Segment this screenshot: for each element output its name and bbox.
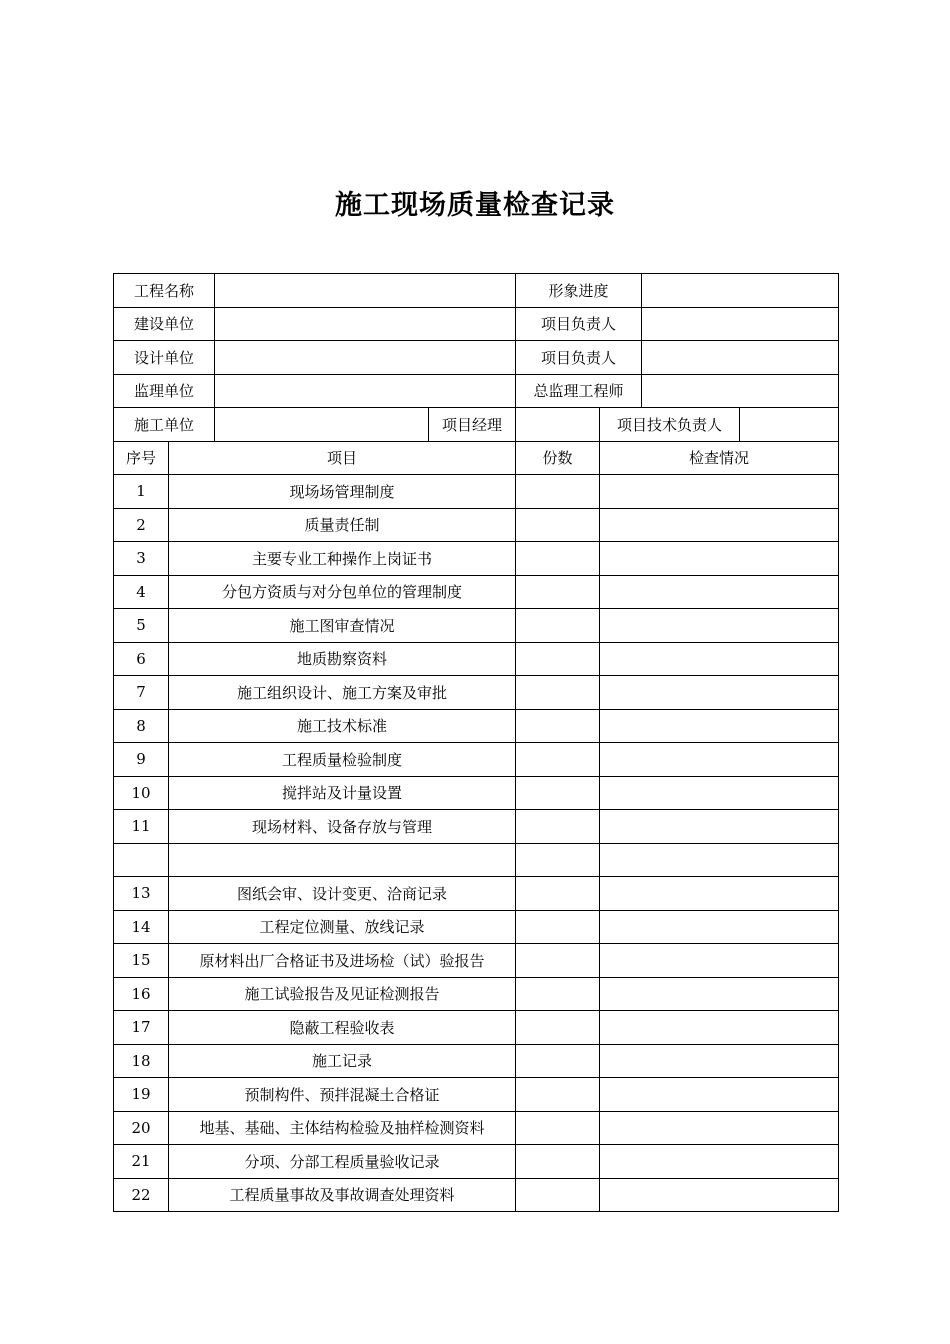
row-no: 3 <box>114 542 169 576</box>
row-status-field[interactable] <box>600 877 839 911</box>
table-row <box>114 609 839 643</box>
header-copies: 份数 <box>516 441 600 475</box>
row-copies-field[interactable] <box>516 642 600 676</box>
table-row <box>114 542 839 576</box>
row-status-field[interactable] <box>600 743 839 777</box>
info-row-owner <box>114 307 839 341</box>
design-lead-label: 项目负责人 <box>516 341 642 375</box>
row-copies-field[interactable] <box>516 810 600 844</box>
row-copies-field[interactable] <box>516 743 600 777</box>
row-no: 6 <box>114 642 169 676</box>
construction-label: 施工单位 <box>114 408 215 442</box>
row-copies-field[interactable] <box>516 1178 600 1212</box>
row-item: 工程质量检验制度 <box>169 743 516 777</box>
row-item: 原材料出厂合格证书及进场检（试）验报告 <box>169 944 516 978</box>
info-row-construction <box>114 408 839 442</box>
row-no: 17 <box>114 1011 169 1045</box>
row-no: 5 <box>114 609 169 643</box>
row-copies-field[interactable] <box>516 877 600 911</box>
row-status-field[interactable] <box>600 776 839 810</box>
row-copies-field[interactable] <box>516 910 600 944</box>
row-item: 施工图审查情况 <box>169 609 516 643</box>
row-no <box>114 843 169 877</box>
row-copies-field[interactable] <box>516 1145 600 1179</box>
row-item: 分包方资质与对分包单位的管理制度 <box>169 575 516 609</box>
row-no: 2 <box>114 508 169 542</box>
row-item: 工程质量事故及事故调查处理资料 <box>169 1178 516 1212</box>
chief-supervisor-field[interactable] <box>642 374 839 408</box>
row-status-field[interactable] <box>600 575 839 609</box>
row-status-field[interactable] <box>600 642 839 676</box>
chief-supervisor-label: 总监理工程师 <box>516 374 642 408</box>
row-no: 9 <box>114 743 169 777</box>
row-copies-field[interactable] <box>516 575 600 609</box>
tech-lead-field[interactable] <box>740 408 839 442</box>
header-item: 项目 <box>169 441 516 475</box>
row-copies-field[interactable] <box>516 944 600 978</box>
table-row <box>114 1145 839 1179</box>
page-title: 施工现场质量检查记录 <box>335 190 615 221</box>
table-row <box>114 1011 839 1045</box>
progress-field[interactable] <box>642 274 839 308</box>
row-copies-field[interactable] <box>516 843 600 877</box>
row-item: 施工记录 <box>169 1044 516 1078</box>
row-item: 预制构件、预拌混凝土合格证 <box>169 1078 516 1112</box>
row-item: 地基、基础、主体结构检验及抽样检测资料 <box>169 1111 516 1145</box>
row-copies-field[interactable] <box>516 676 600 710</box>
row-copies-field[interactable] <box>516 1044 600 1078</box>
row-item: 施工技术标准 <box>169 709 516 743</box>
table-row <box>114 1044 839 1078</box>
quality-check-form <box>113 273 839 1212</box>
row-status-field[interactable] <box>600 1011 839 1045</box>
row-status-field[interactable] <box>600 676 839 710</box>
owner-field[interactable] <box>215 307 516 341</box>
row-copies-field[interactable] <box>516 1111 600 1145</box>
table-row <box>114 709 839 743</box>
project-name-label: 工程名称 <box>114 274 215 308</box>
row-no: 8 <box>114 709 169 743</box>
row-item: 主要专业工种操作上岗证书 <box>169 542 516 576</box>
row-no: 19 <box>114 1078 169 1112</box>
row-item: 工程定位测量、放线记录 <box>169 910 516 944</box>
row-no: 16 <box>114 977 169 1011</box>
info-section <box>114 274 839 475</box>
row-copies-field[interactable] <box>516 475 600 509</box>
row-item: 图纸会审、设计变更、洽商记录 <box>169 877 516 911</box>
row-status-field[interactable] <box>600 1145 839 1179</box>
row-no: 21 <box>114 1145 169 1179</box>
row-item: 隐蔽工程验收表 <box>169 1011 516 1045</box>
row-copies-field[interactable] <box>516 977 600 1011</box>
table-row <box>114 877 839 911</box>
row-no: 4 <box>114 575 169 609</box>
design-label: 设计单位 <box>114 341 215 375</box>
row-no: 7 <box>114 676 169 710</box>
row-item: 地质勘察资料 <box>169 642 516 676</box>
row-copies-field[interactable] <box>516 542 600 576</box>
row-no: 15 <box>114 944 169 978</box>
owner-lead-field[interactable] <box>642 307 839 341</box>
row-status-field[interactable] <box>600 1178 839 1212</box>
project-manager-label: 项目经理 <box>429 408 516 442</box>
owner-label: 建设单位 <box>114 307 215 341</box>
row-copies-field[interactable] <box>516 1011 600 1045</box>
row-status-field[interactable] <box>600 1044 839 1078</box>
project-name-field[interactable] <box>215 274 516 308</box>
row-no: 14 <box>114 910 169 944</box>
table-row <box>114 1178 839 1212</box>
table-row <box>114 977 839 1011</box>
header-status: 检查情况 <box>600 441 839 475</box>
row-status-field[interactable] <box>600 977 839 1011</box>
row-item: 现场材料、设备存放与管理 <box>169 810 516 844</box>
table-row <box>114 676 839 710</box>
row-status-field[interactable] <box>600 709 839 743</box>
row-no: 10 <box>114 776 169 810</box>
row-status-field[interactable] <box>600 609 839 643</box>
project-manager-field[interactable] <box>516 408 600 442</box>
progress-label: 形象进度 <box>516 274 642 308</box>
row-item: 施工试验报告及见证检测报告 <box>169 977 516 1011</box>
construction-field[interactable] <box>215 408 429 442</box>
table-row <box>114 776 839 810</box>
row-item: 搅拌站及计量设置 <box>169 776 516 810</box>
table-row <box>114 810 839 844</box>
supervision-label: 监理单位 <box>114 374 215 408</box>
row-no: 11 <box>114 810 169 844</box>
row-copies-field[interactable] <box>516 508 600 542</box>
row-status-field[interactable] <box>600 542 839 576</box>
row-no: 13 <box>114 877 169 911</box>
row-copies-field[interactable] <box>516 776 600 810</box>
header-no: 序号 <box>114 441 169 475</box>
row-status-field[interactable] <box>600 843 839 877</box>
row-copies-field[interactable] <box>516 709 600 743</box>
row-copies-field[interactable] <box>516 609 600 643</box>
row-status-field[interactable] <box>600 910 839 944</box>
row-copies-field[interactable] <box>516 1078 600 1112</box>
owner-lead-label: 项目负责人 <box>516 307 642 341</box>
row-item: 施工组织设计、施工方案及审批 <box>169 676 516 710</box>
table-row <box>114 1078 839 1112</box>
table-row <box>114 475 839 509</box>
row-no: 22 <box>114 1178 169 1212</box>
row-no: 20 <box>114 1111 169 1145</box>
design-lead-field[interactable] <box>642 341 839 375</box>
checklist-section <box>114 475 839 1212</box>
table-row <box>114 1111 839 1145</box>
supervision-field[interactable] <box>215 374 516 408</box>
design-field[interactable] <box>215 341 516 375</box>
row-status-field[interactable] <box>600 1111 839 1145</box>
info-row-project <box>114 274 839 308</box>
checklist-header <box>114 441 839 475</box>
table-row <box>114 944 839 978</box>
table-row <box>114 843 839 877</box>
info-row-design <box>114 341 839 375</box>
row-item: 现场场管理制度 <box>169 475 516 509</box>
table-row <box>114 642 839 676</box>
table-row <box>114 508 839 542</box>
table-row <box>114 743 839 777</box>
row-item: 分项、分部工程质量验收记录 <box>169 1145 516 1179</box>
row-item: 质量责任制 <box>169 508 516 542</box>
row-item <box>169 843 516 877</box>
row-status-field[interactable] <box>600 1078 839 1112</box>
info-row-supervision <box>114 374 839 408</box>
row-no: 18 <box>114 1044 169 1078</box>
row-status-field[interactable] <box>600 810 839 844</box>
row-status-field[interactable] <box>600 508 839 542</box>
row-status-field[interactable] <box>600 475 839 509</box>
row-status-field[interactable] <box>600 944 839 978</box>
table-row <box>114 575 839 609</box>
table-row <box>114 910 839 944</box>
row-no: 1 <box>114 475 169 509</box>
tech-lead-label: 项目技术负责人 <box>600 408 740 442</box>
